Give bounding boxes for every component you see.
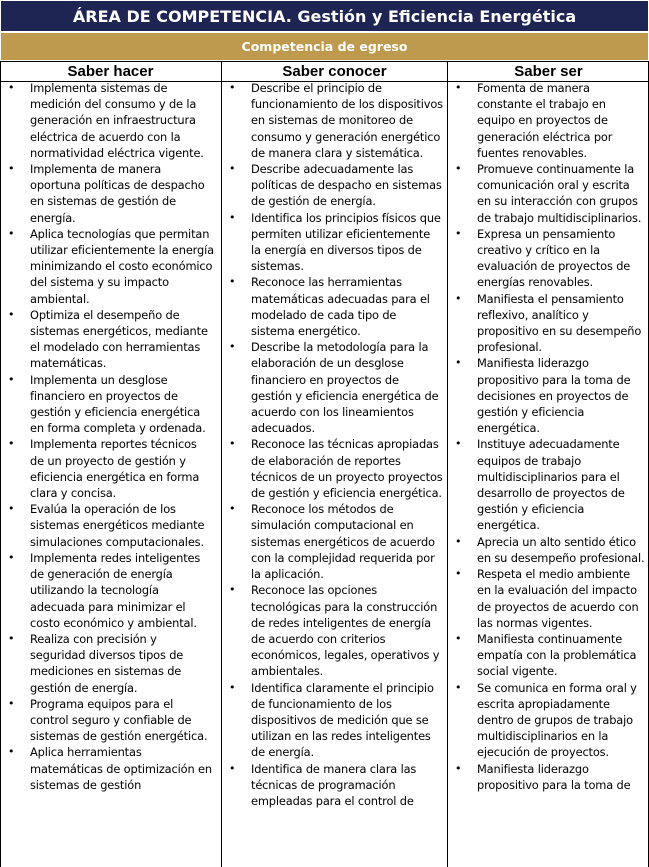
competencia-subtitle: Competencia de egreso [1,33,648,60]
header-saber-ser: Saber ser [514,63,583,80]
list-item: • Identifica de manera clara las técnicas de programación empleadas para el control de [222,761,443,810]
list-item: • Manifiesta liderazgo propositivo para la toma de [448,761,646,793]
list-item: • Instituye adecuadamente equipos de trabajo multidisciplinarios para el desarrollo de proyectos de gestión y eficiencia energética. [448,436,646,533]
list-item: • Implementa redes inteligentes de generación de energía utilizando la tecnología adecuada para minimizar el costo económico y ambiental. [1,550,214,631]
list-saber-hacer [1,80,214,793]
list-item: • Reconoce las técnicas apropiadas de elaboración de reportes técnicos de un proyecto proyectos de gestión y eficiencia energética. [222,436,443,501]
list-item: • Manifiesta el pensamiento reflexivo, analítico y propositivo en su desempeño profesional. [448,291,646,356]
column-saber-conocer [222,80,443,867]
list-saber-conocer [222,80,443,809]
header-saber-conocer: Saber conocer [282,63,387,80]
list-item: • Reconoce las herramientas matemáticas adecuadas para el modelado de cada tipo de sistema energético. [222,274,443,339]
list-item: • Implementa sistemas de medición del consumo y de la generación en infraestructura eléctrica de acuerdo con la normatividad eléctrica vigente. [1,80,214,161]
column-saber-hacer [1,80,214,867]
list-item: • Manifiesta liderazgo propositivo para la toma de decisiones en proyectos de gestión y eficiencia energética. [448,355,646,436]
column-headers-row [0,61,649,82]
list-item: • Manifiesta continuamente empatía con la problemática social vigente. [448,631,646,680]
list-item: • Describe adecuadamente las políticas de despacho en sistemas de gestión de energía. [222,161,443,210]
list-item: • Evalúa la operación de los sistemas energéticos mediante simulaciones computacionales. [1,501,214,550]
list-saber-ser [448,80,646,793]
list-item: • Implementa de manera oportuna políticas de despacho en sistemas de gestión de energía. [1,161,214,226]
list-item: • Implementa un desglose financiero en proyectos de gestión y eficiencia energética en forma completa y ordenada. [1,372,214,437]
list-item: • Promueve continuamente la comunicación oral y escrita en su interacción con grupos de trabajo multidisciplinarios. [448,161,646,226]
list-item: • Programa equipos para el control seguro y confiable de sistemas de gestión energética. [1,696,214,745]
column-saber-ser [448,80,646,867]
list-item: • Optimiza el desempeño de sistemas energéticos, mediante el modelado con herramientas matemáticas. [1,307,214,372]
list-item: • Reconoce las opciones tecnológicas para la construcción de redes inteligentes de energía de acuerdo con criterios económicos, legales, operativos y ambientales. [222,582,443,679]
list-item: • Respeta el medio ambiente en la evaluación del impacto de proyectos de acuerdo con las normas vigentes. [448,566,646,631]
list-item: • Aprecia un alto sentido ético en su desempeño profesional. [448,534,646,566]
header-saber-hacer: Saber hacer [67,63,154,80]
list-item: • Expresa un pensamiento creativo y crítico en la evaluación de proyectos de energías renovables. [448,226,646,291]
list-item: • Describe el principio de funcionamiento de los dispositivos en sistemas de monitoreo de consumo y generación energético de manera clara y sistemática. [222,80,443,161]
list-item: • Realiza con precisión y seguridad diversos tipos de mediciones en sistemas de gestión de energía. [1,631,214,696]
list-item: • Reconoce los métodos de simulación computacional en sistemas energéticos de acuerdo con la complejidad requerida por la aplicación. [222,501,443,582]
list-item: • Aplica tecnologías que permitan utilizar eficientemente la energía minimizando el costo económico del sistema y su impacto ambiental. [1,226,214,307]
list-item: • Aplica herramientas matemáticas de optimización en sistemas de gestión [1,744,214,793]
list-item: • Fomenta de manera constante el trabajo en equipo en proyectos de generación eléctrica por fuentes renovables. [448,80,646,161]
list-item: • Identifica claramente el principio de funcionamiento de los dispositivos de medición que se utilizan en las redes inteligentes de energía. [222,680,443,761]
list-item: • Describe la metodología para la elaboración de un desglose financiero en proyectos de gestión y eficiencia energética de acuerdo con los lineamientos adecuados. [222,339,443,436]
list-item: • Se comunica en forma oral y escrita apropiadamente dentro de grupos de trabajo multidisciplinarios en la ejecución de proyectos. [448,680,646,761]
list-item: • Identifica los principios físicos que permiten utilizar eficientemente la energía en diversos tipos de sistemas. [222,210,443,275]
area-title: ÁREA DE COMPETENCIA. Gestión y Eficiencia Energética [1,1,648,31]
list-item: • Implementa reportes técnicos de un proyecto de gestión y eficiencia energética en forma clara y concisa. [1,436,214,501]
